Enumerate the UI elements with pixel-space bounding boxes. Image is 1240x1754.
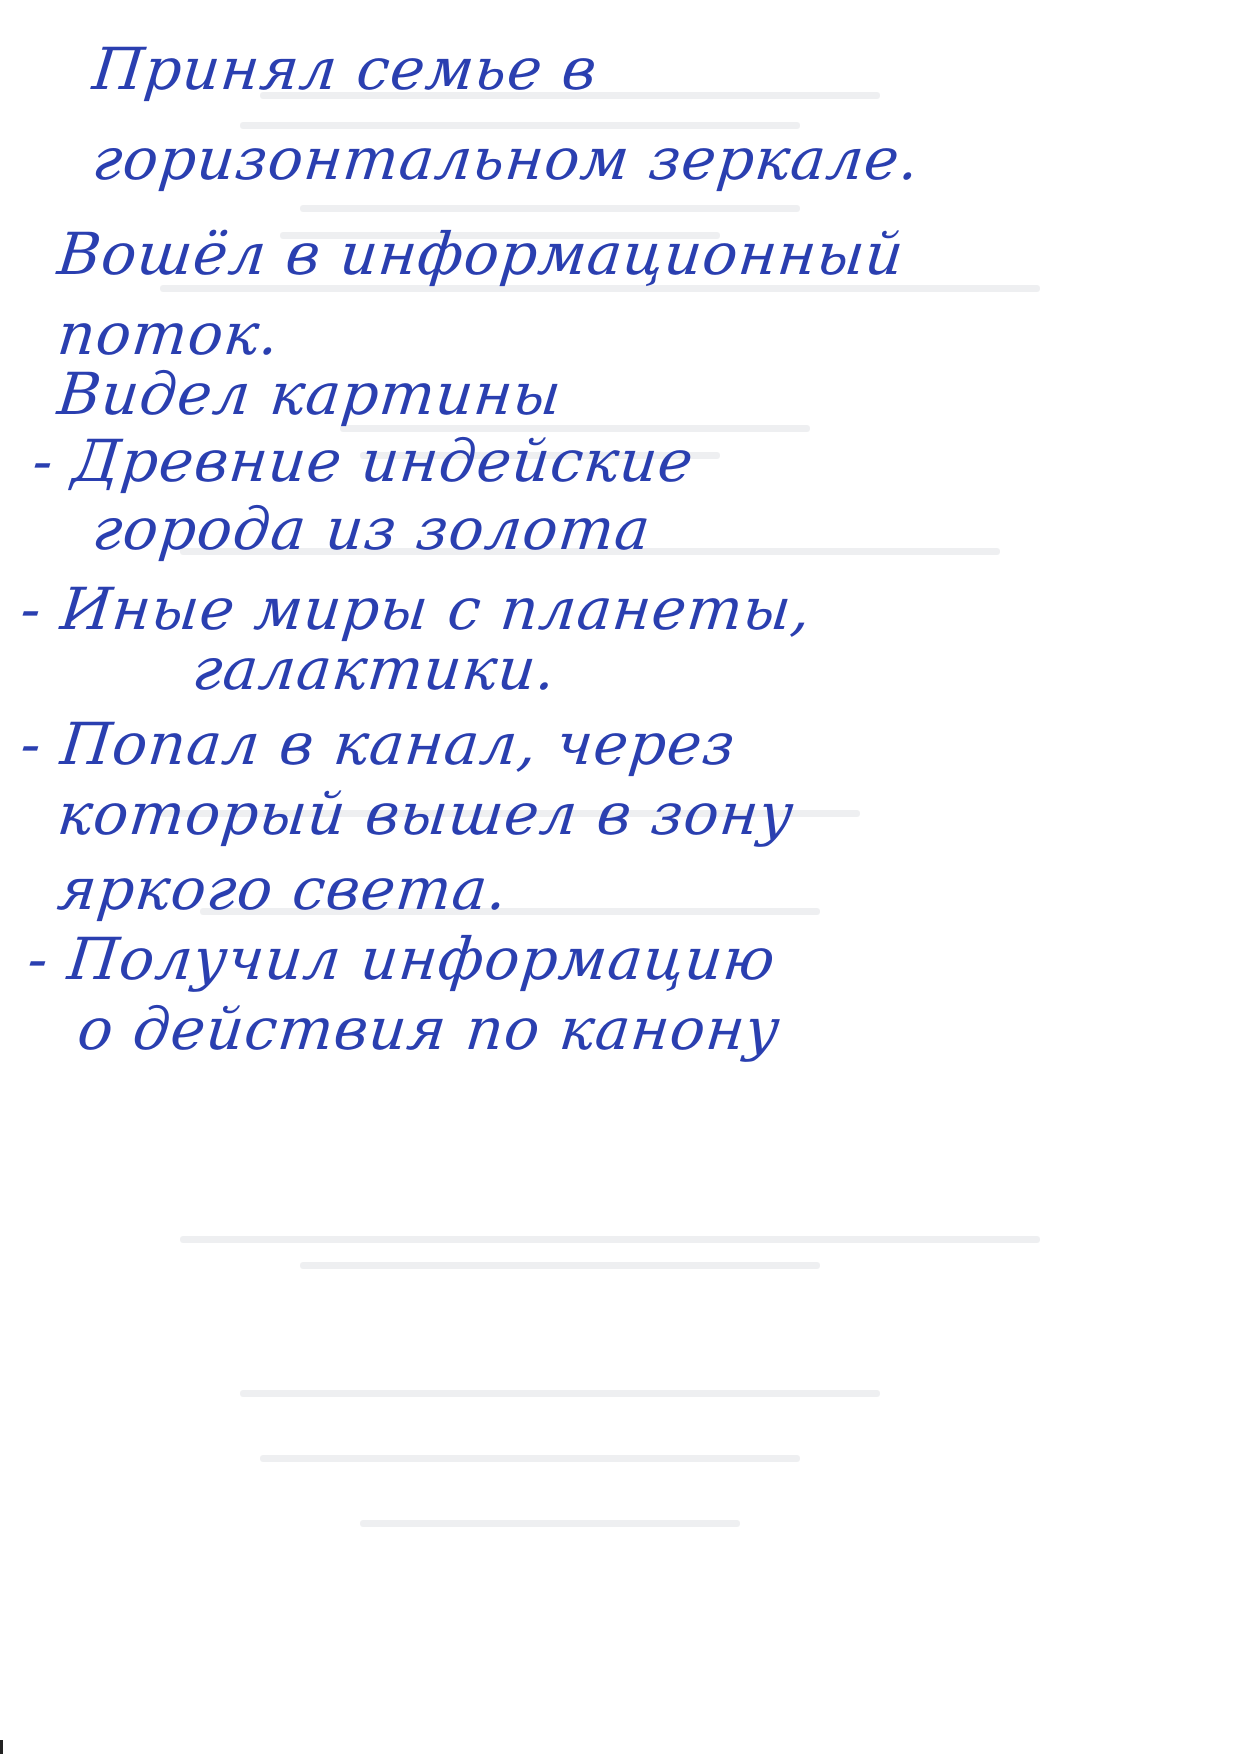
note-line-11: который вышел в зону (54, 780, 798, 848)
note-line-4: поток. (54, 300, 283, 368)
note-line-5: Видел картины (54, 360, 566, 428)
note-line-14: о действия по канону (74, 995, 784, 1063)
scan-edge-mark (0, 1740, 3, 1754)
note-line-9: галактики. (189, 635, 560, 703)
note-line-3: Вошёл в информационный (54, 220, 908, 288)
note-line-1: Пpинял семье в (89, 35, 601, 103)
note-line-7: города из золота (89, 495, 655, 563)
note-line-6: - Древние индейские (29, 427, 698, 495)
note-line-2: горизонтальном зеркале. (89, 125, 923, 193)
note-line-13: - Получил информацию (24, 925, 780, 993)
note-line-12: яркого света. (54, 855, 511, 923)
note-line-10: - Попал в канал, через (17, 710, 739, 778)
note-line-8: - Иные миры с планеты, (17, 575, 815, 643)
